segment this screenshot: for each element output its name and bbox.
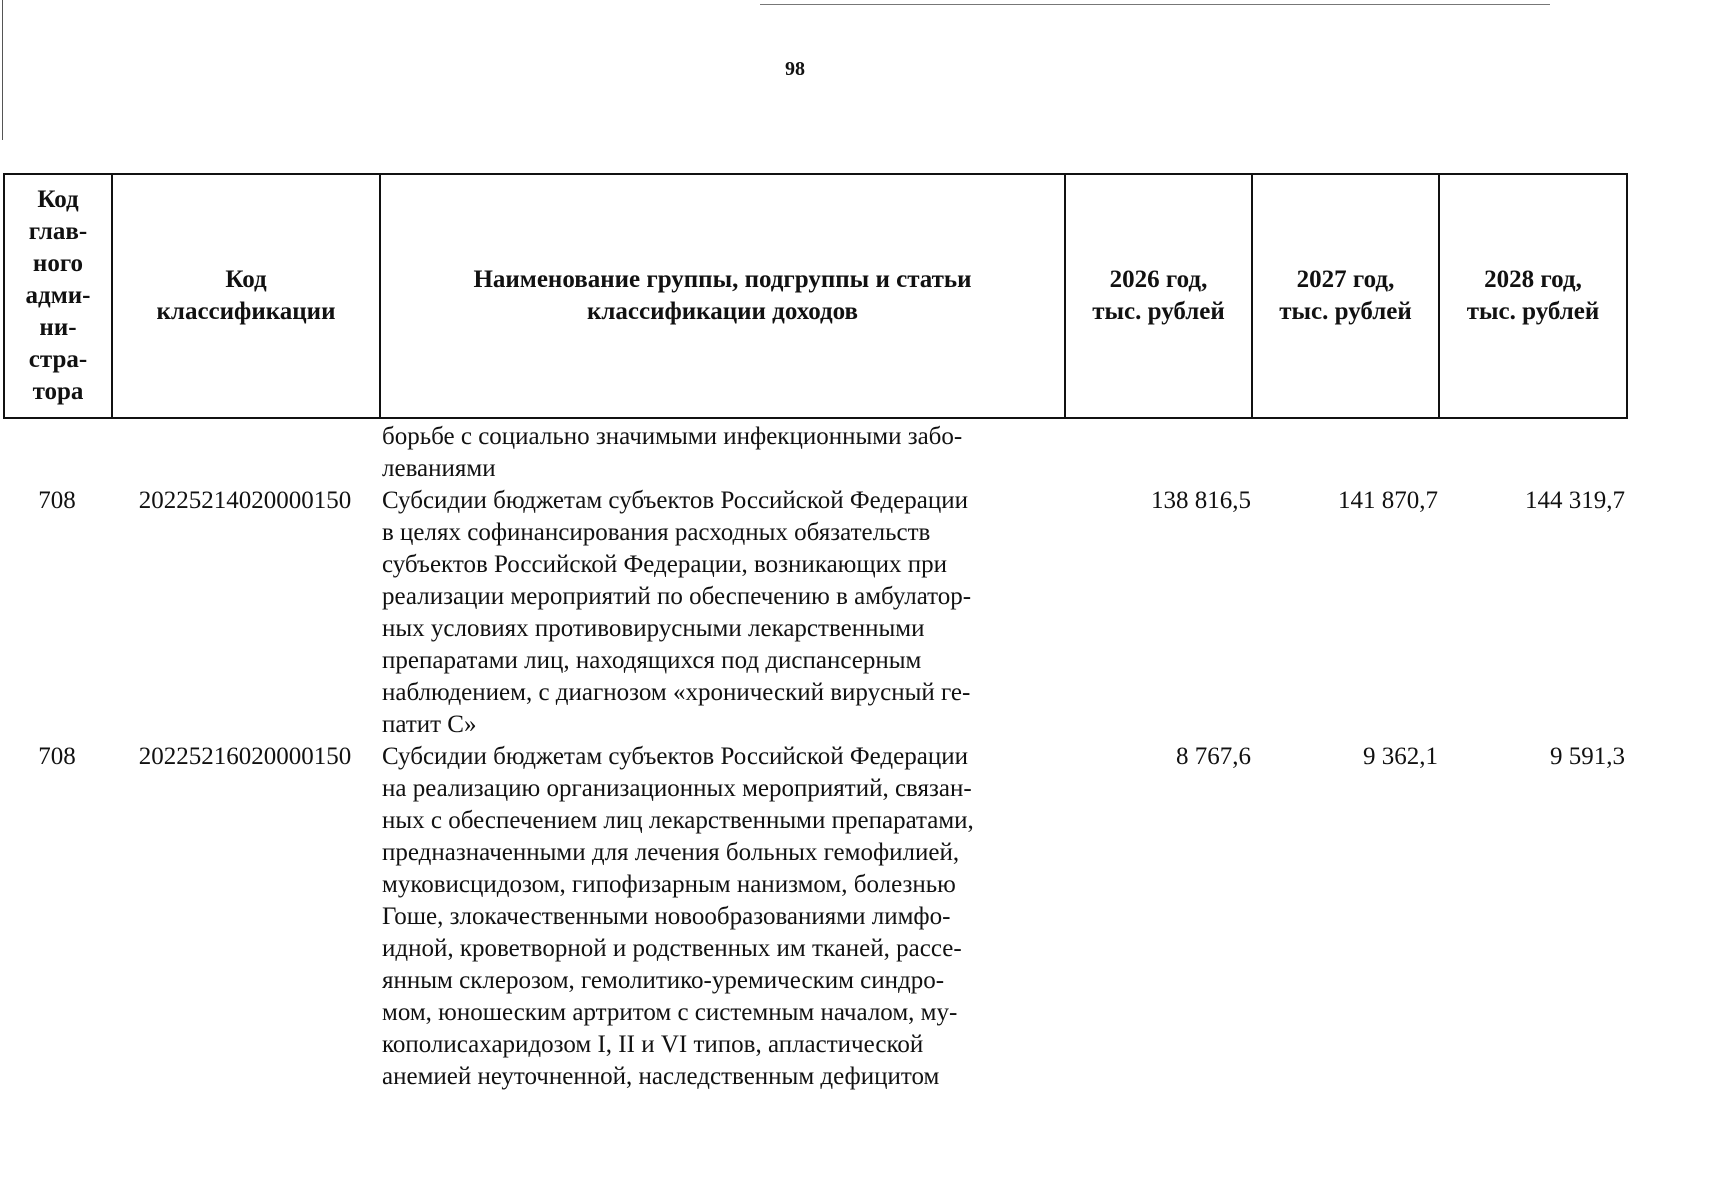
admin-code-cell: 708 — [38, 487, 76, 514]
header-admin-code — [4, 174, 112, 418]
text-line: Субсидии бюджетам субъектов Российской Федерации — [382, 487, 968, 514]
text-line: кополисахаридозом I, II и VI типов, апластической — [382, 1031, 924, 1058]
header-class-code — [112, 174, 380, 418]
text-line: борьбе с социально значимыми инфекционными забо- — [382, 423, 963, 450]
class-code-cell: 20225214020000150 — [138, 487, 352, 514]
admin-code-cell: 708 — [38, 743, 76, 770]
header-row — [4, 174, 1627, 418]
text-line: 2026 год, — [1109, 266, 1208, 293]
text-line: классификации — [156, 298, 336, 325]
table-row — [3, 421, 1625, 485]
text-line: тыс. рублей — [1466, 298, 1600, 325]
text-line: Гоше, злокачественными новообразованиями лимфо- — [382, 903, 951, 930]
text-line: препаратами лиц, находящихся под диспансерным — [382, 647, 922, 674]
amount-2028-cell: 144 319,7 — [1525, 487, 1625, 514]
header-name — [380, 174, 1065, 418]
text-line: 2028 год, — [1484, 266, 1582, 293]
header-2028 — [1439, 174, 1627, 418]
header-2026 — [1065, 174, 1252, 418]
table-header — [3, 173, 1628, 419]
text-line: Код — [37, 186, 79, 213]
text-line: тыс. рублей — [1092, 298, 1225, 325]
text-line: Субсидии бюджетам субъектов Российской Федерации — [382, 743, 968, 770]
amount-2027-cell: 9 362,1 — [1363, 743, 1438, 770]
text-line: ных условиях противовирусными лекарственными — [382, 615, 925, 642]
income-name-cell — [379, 485, 1064, 741]
class-code-cell: 20225216020000150 — [138, 743, 352, 770]
page-number: 98 — [785, 58, 805, 80]
text-line: Наименование группы, подгруппы и статьи — [473, 266, 972, 293]
text-line: ни- — [39, 314, 77, 341]
header-2027 — [1252, 174, 1439, 418]
amount-2027-cell: 141 870,7 — [1338, 487, 1438, 514]
text-line: мом, юношеским артритом с системным началом, му- — [382, 999, 958, 1026]
text-line: янным склерозом, гемолитико-уремическим синдро- — [382, 967, 945, 994]
income-name-cell — [379, 741, 1064, 1093]
scan-edge-top — [760, 4, 1550, 5]
text-line: предназначенными для лечения больных гемофилией, — [382, 839, 960, 866]
text-line: муковисцидозом, гипофизарным нанизмом, болезнью — [382, 871, 956, 898]
text-line: идной, кроветворной и родственных им тканей, рассе- — [382, 935, 962, 962]
text-line: субъектов Российской Федерации, возникающих при — [382, 551, 947, 578]
text-line: адми- — [25, 282, 91, 309]
text-line: на реализацию организационных мероприятий, связан- — [382, 775, 972, 802]
text-line: реализации мероприятий по обеспечению в амбулатор- — [382, 583, 972, 610]
amount-2026-cell: 8 767,6 — [1176, 743, 1251, 770]
text-line: классификации доходов — [586, 298, 859, 325]
table-row — [3, 741, 1625, 1093]
text-line: в целях софинансирования расходных обязательств — [382, 519, 931, 546]
text-line: наблюдением, с диагнозом «хронический вирусный ге- — [382, 679, 971, 706]
text-line: леваниями — [382, 455, 496, 482]
text-line: глав- — [28, 218, 88, 245]
text-line: стра- — [28, 346, 88, 373]
income-name-cell — [379, 421, 1064, 485]
text-line: тыс. рублей — [1279, 298, 1412, 325]
text-line: 2027 год, — [1296, 266, 1395, 293]
table-row — [3, 485, 1625, 741]
text-line: анемией неуточненной, наследственным дефицитом — [382, 1063, 940, 1090]
table-body — [3, 421, 1625, 1093]
amount-2028-cell: 9 591,3 — [1550, 743, 1625, 770]
text-line: ных с обеспечением лиц лекарственными препаратами, — [382, 807, 974, 834]
text-line: патит С» — [382, 711, 477, 738]
text-line: Код — [225, 266, 267, 293]
text-line: тора — [32, 378, 84, 405]
amount-2026-cell: 138 816,5 — [1151, 487, 1251, 514]
text-line: ного — [32, 250, 84, 277]
